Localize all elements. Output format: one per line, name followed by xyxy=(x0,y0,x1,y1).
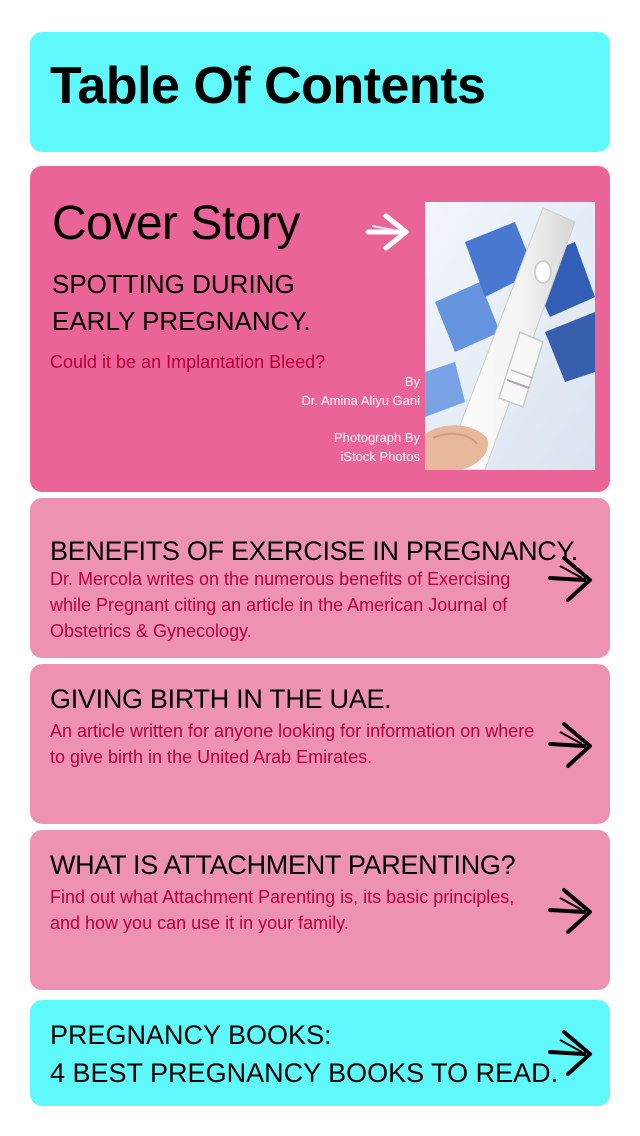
header-card xyxy=(30,32,610,152)
article-description: An article written for anyone looking for information on where to give birth in the United Arab Emirates. xyxy=(50,721,535,767)
article-card-exercise[interactable] xyxy=(30,498,610,658)
article-description: Find out what Attachment Parenting is, its basic principles, and how you can use it in your family. xyxy=(50,887,515,933)
cover-story-card[interactable] xyxy=(30,166,610,492)
page-title: Table Of Contents xyxy=(50,57,486,115)
author-name: Dr. Amina Aliyu Gani xyxy=(301,393,420,408)
cover-headline-line1: SPOTTING DURING xyxy=(52,269,295,299)
pregnancy-books-card[interactable] xyxy=(30,1000,610,1106)
article-title: WHAT IS ATTACHMENT PARENTING? xyxy=(50,850,516,880)
cover-story-label: Cover Story xyxy=(52,197,300,250)
arrow-right-icon[interactable] xyxy=(546,554,594,604)
arrow-right-icon[interactable] xyxy=(546,720,594,770)
cover-story-headline xyxy=(52,266,352,340)
arrow-right-icon[interactable] xyxy=(546,886,594,936)
author-credit xyxy=(302,372,421,410)
books-title-line2: 4 BEST PREGNANCY BOOKS TO READ. xyxy=(50,1058,559,1088)
arrow-right-icon[interactable] xyxy=(546,1028,594,1078)
article-title: GIVING BIRTH IN THE UAE. xyxy=(50,684,392,714)
photo-label: Photograph By xyxy=(333,430,420,445)
photo-credit xyxy=(334,428,420,466)
arrow-right-icon[interactable] xyxy=(364,210,412,254)
article-card-birth-uae[interactable] xyxy=(30,664,610,824)
cover-story-subtitle: Could it be an Implantation Bleed? xyxy=(50,352,326,372)
article-title: BENEFITS OF EXERCISE IN PREGNANCY. xyxy=(50,536,578,566)
photo-source: iStock Photos xyxy=(340,449,420,464)
article-description: Dr. Mercola writes on the numerous benefits of Exercising while Pregnant citing an article in the American Journal of Obstetrics & Gynecology. xyxy=(50,569,511,641)
article-card-attachment-parenting[interactable] xyxy=(30,830,610,990)
cover-headline-line2: EARLY PREGNANCY. xyxy=(52,306,311,336)
books-title-line1: PREGNANCY BOOKS: xyxy=(50,1020,332,1050)
by-label: By xyxy=(404,374,420,389)
pregnancy-test-photo xyxy=(425,202,595,470)
